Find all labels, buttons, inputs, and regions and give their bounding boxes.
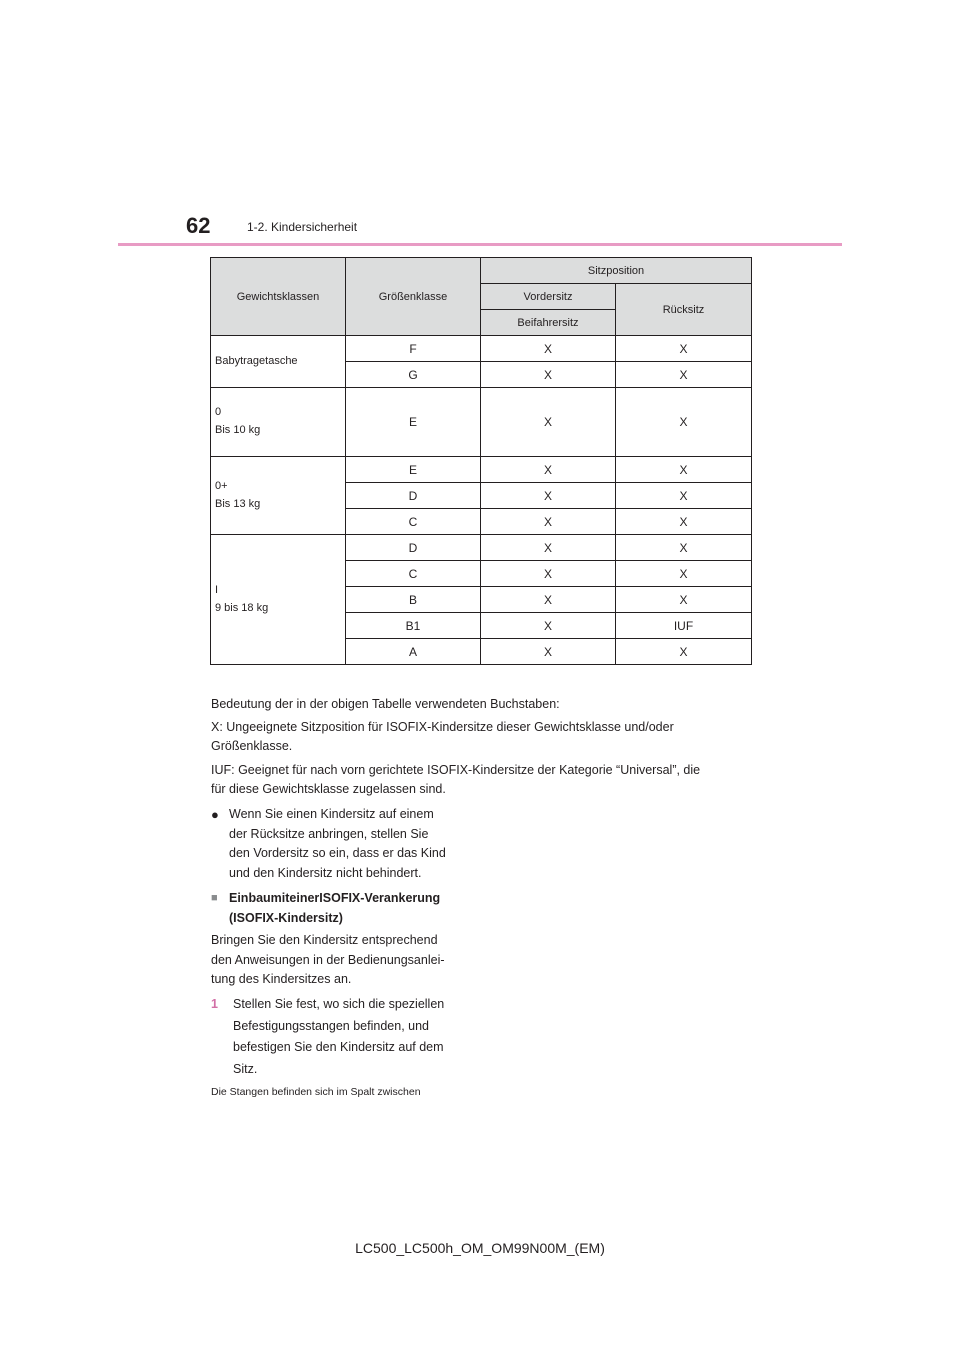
size-cell: C [346, 509, 481, 535]
group-cell: 0 Bis 10 kg [211, 388, 346, 457]
rear-cell: X [616, 587, 752, 613]
isofix-table [210, 257, 752, 665]
front-cell: X [481, 457, 616, 483]
table-row [211, 388, 752, 457]
table-row [211, 535, 752, 561]
size-cell: B1 [346, 613, 481, 639]
front-cell: X [481, 587, 616, 613]
header-passenger-seat: Beifahrersitz [481, 310, 616, 336]
page-number: 62 [186, 213, 211, 238]
footnote: Die Stangen befinden sich im Spalt zwischen [211, 1086, 421, 1098]
intro-paragraph: Bringen Sie den Kindersitz entsprechend den Anweisungen in der Bedienungsanlei- tung des Kindersitzes an. [211, 933, 445, 986]
bullet-icon: ● [211, 807, 219, 822]
rear-cell: X [616, 362, 752, 388]
group-cell: 0+ Bis 13 kg [211, 457, 346, 535]
size-cell: B [346, 587, 481, 613]
table-row [211, 457, 752, 483]
step-number: 1 [211, 997, 218, 1011]
header-front-seat: Vordersitz [481, 284, 616, 310]
rear-cell: X [616, 509, 752, 535]
header-seat-position: Sitzposition [481, 258, 752, 284]
legend-x: X: Ungeeignete Sitzposition für ISOFIX-Kindersitze dieser Gewichtsklasse und/oder Größenklasse. [211, 720, 674, 753]
header-weight-class: Gewichtsklassen [211, 258, 346, 336]
rear-cell: X [616, 388, 752, 457]
step-1: 1 Stellen Sie fest, wo sich die speziellen Befestigungsstangen befinden, und befestigen Sie den Kindersitz auf dem Sitz. [211, 994, 481, 1080]
bullet-note: ● Wenn Sie einen Kindersitz auf einem der Rücksitze anbringen, stellen Sie den Vordersitz so ein, dass er das Kind und den Kindersitz nicht behindert. [211, 807, 446, 880]
table-row [211, 336, 752, 362]
rear-cell: X [616, 535, 752, 561]
size-cell: E [346, 388, 481, 457]
size-cell: D [346, 535, 481, 561]
front-cell: X [481, 483, 616, 509]
front-cell: X [481, 509, 616, 535]
size-cell: F [346, 336, 481, 362]
rear-cell: X [616, 639, 752, 665]
front-cell: X [481, 561, 616, 587]
size-cell: A [346, 639, 481, 665]
header-size-class: Größenklasse [346, 258, 481, 336]
front-cell: X [481, 613, 616, 639]
group-cell: I 9 bis 18 kg [211, 535, 346, 665]
front-cell: X [481, 535, 616, 561]
size-cell: C [346, 561, 481, 587]
rear-cell: X [616, 561, 752, 587]
size-cell: E [346, 457, 481, 483]
rear-cell: IUF [616, 613, 752, 639]
legend-iuf: IUF: Geeignet für nach vorn gerichtete ISOFIX-Kindersitze der Kategorie “Universal”, die für diese Gewichtsklasse zugelassen sind. [211, 763, 701, 796]
group-cell: Babytragetasche [211, 336, 346, 388]
size-cell: G [346, 362, 481, 388]
subheading: ■ EinbaumiteinerISOFIX-Verankerung (ISOFIX-Kindersitz) [211, 891, 441, 925]
rear-cell: X [616, 483, 752, 509]
section-title: 1-2. Kindersicherheit [247, 220, 358, 234]
front-cell: X [481, 388, 616, 457]
legend-intro: Bedeutung der in der obigen Tabelle verwendeten Buchstaben: [211, 697, 560, 711]
size-cell: D [346, 483, 481, 509]
document-code: LC500_LC500h_OM_OM99N00M_(EM) [355, 1240, 605, 1256]
front-cell: X [481, 639, 616, 665]
front-cell: X [481, 362, 616, 388]
rear-cell: X [616, 457, 752, 483]
header-rear-seat: Rücksitz [616, 284, 752, 336]
header-divider [118, 243, 842, 246]
rear-cell: X [616, 336, 752, 362]
front-cell: X [481, 336, 616, 362]
square-icon: ■ [211, 892, 218, 904]
